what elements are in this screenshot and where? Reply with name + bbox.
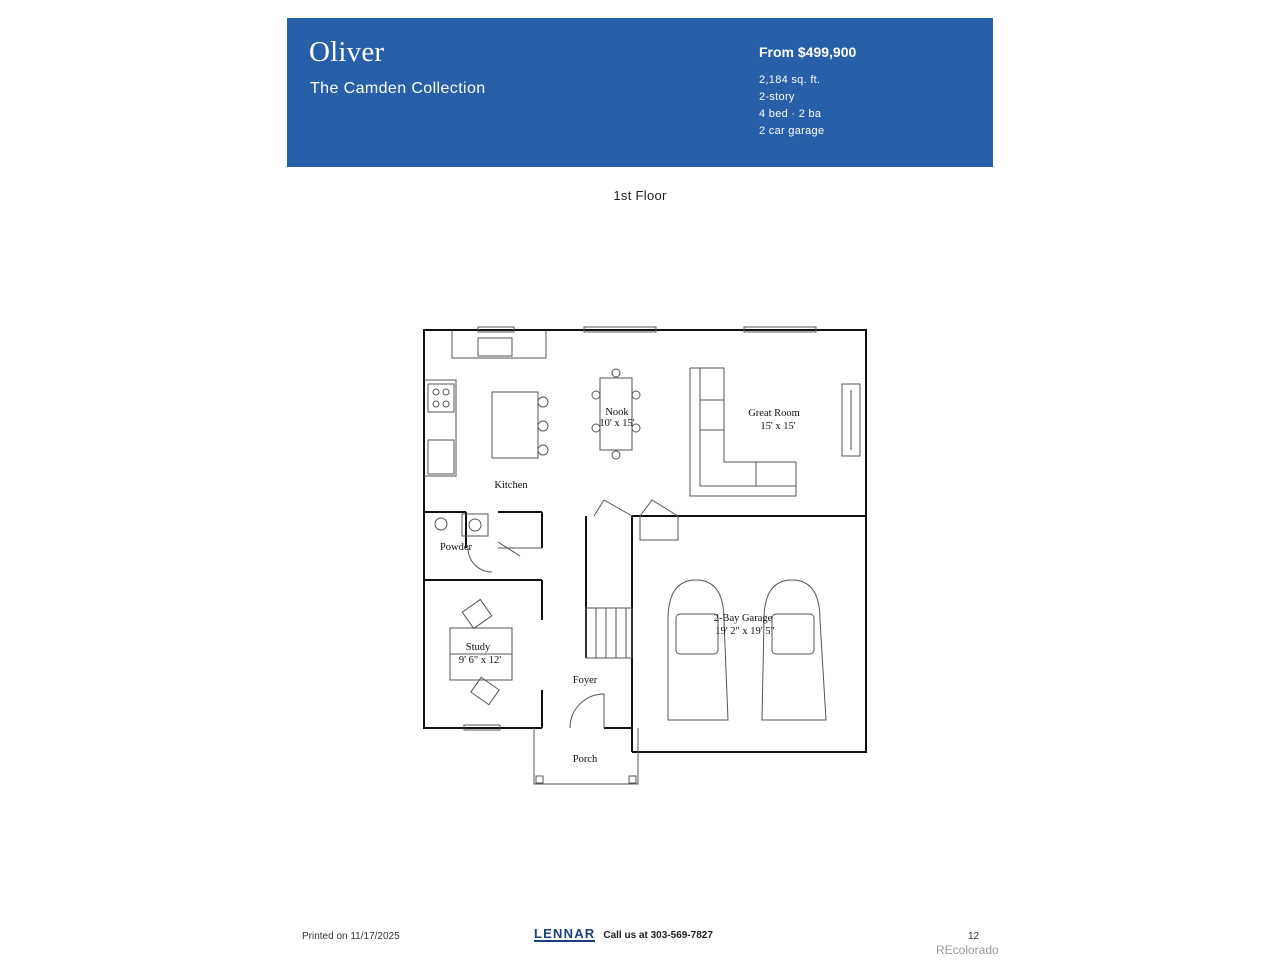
room-study: Study — [465, 642, 491, 653]
room-garage-dims: 19' 2" x 19' 5" — [715, 626, 775, 637]
entry-door — [570, 694, 604, 728]
room-garage: 2-Bay Garage — [713, 613, 773, 624]
sectional-sofa — [690, 368, 796, 496]
room-great-room: Great Room — [748, 408, 800, 419]
kitchen-sink — [478, 338, 512, 356]
stairs — [586, 608, 632, 658]
spec-sqft: 2,184 sq. ft. — [759, 74, 821, 86]
stool — [538, 445, 548, 455]
room-kitchen: Kitchen — [494, 480, 528, 491]
stair-door — [594, 500, 632, 516]
room-great-room-dims: 15' x 15' — [760, 421, 796, 432]
burner — [433, 401, 439, 407]
toilet — [435, 518, 447, 530]
room-nook-dims: 10' x 15' — [599, 418, 635, 429]
garage-entry — [640, 500, 678, 540]
room-foyer: Foyer — [572, 675, 598, 686]
car — [668, 580, 728, 720]
lennar-logo: LENNAR — [534, 926, 596, 941]
spec-garage: 2 car garage — [759, 125, 825, 137]
collection-name: The Camden Collection — [310, 80, 486, 97]
chair — [632, 391, 640, 399]
spec-list — [759, 72, 824, 140]
burner — [443, 401, 449, 407]
price: From $499,900 — [759, 44, 857, 60]
sink — [469, 519, 481, 531]
spec-stories: 2-story — [759, 91, 795, 103]
chair — [471, 677, 499, 704]
closet-door — [498, 542, 520, 556]
burner — [433, 389, 439, 395]
room-nook: Nook — [605, 407, 629, 418]
footer-brand — [534, 928, 713, 942]
printed-date: Printed on 11/17/2025 — [302, 931, 400, 942]
spec-bed-bath: 4 bed · 2 ba — [759, 108, 822, 120]
stool — [538, 397, 548, 407]
room-study-dims: 9' 6" x 12' — [458, 655, 502, 666]
page-number: 12 — [968, 931, 980, 942]
range — [428, 384, 454, 412]
chair — [612, 369, 620, 377]
plan-name: Oliver — [309, 36, 385, 68]
floor-label: 1st Floor — [613, 188, 667, 203]
chair — [612, 451, 620, 459]
watermark: REcolorado — [936, 943, 999, 957]
header-banner — [287, 18, 993, 167]
floor-plan — [410, 320, 880, 800]
phone-text: Call us at 303-569-7827 — [603, 929, 713, 941]
fridge — [428, 440, 454, 474]
exterior-wall — [424, 330, 866, 728]
stool — [538, 421, 548, 431]
kitchen-island — [492, 392, 538, 458]
chair — [592, 391, 600, 399]
burner — [443, 389, 449, 395]
kitchen-side-counter — [424, 380, 456, 476]
room-porch: Porch — [572, 754, 598, 765]
kitchen-counter — [452, 330, 546, 358]
chair — [462, 599, 491, 628]
room-powder: Powder — [439, 542, 473, 553]
